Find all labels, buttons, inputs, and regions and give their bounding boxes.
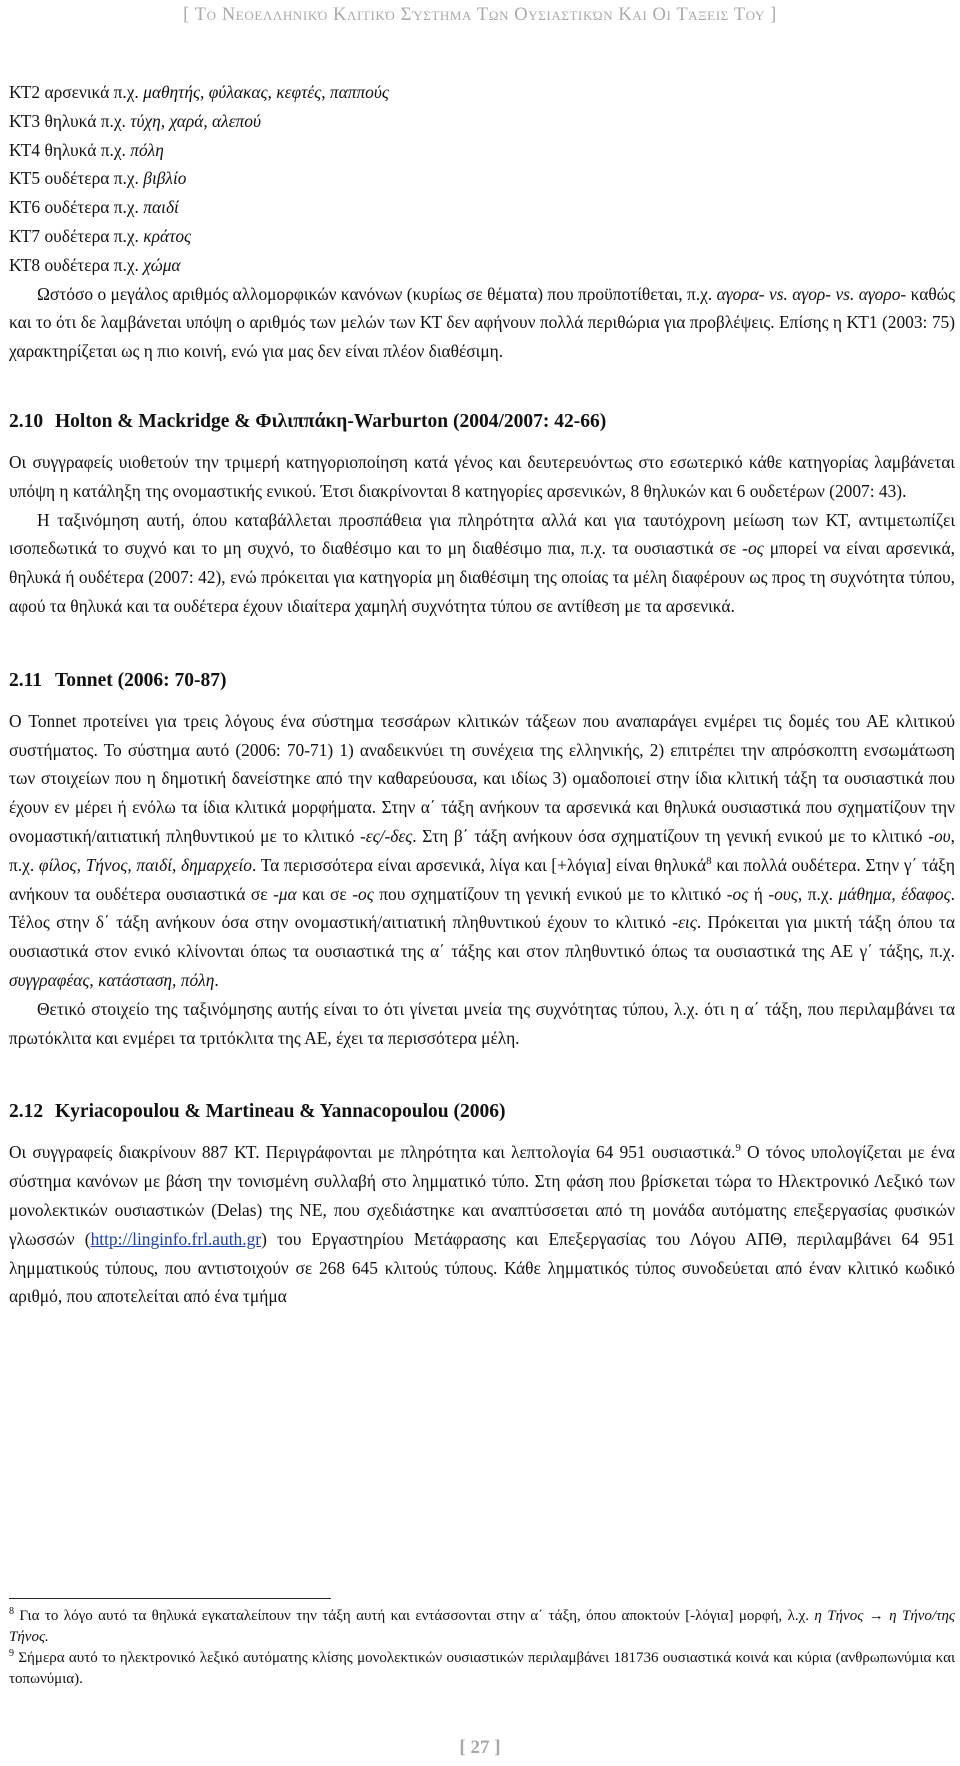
kt-examples: πόλη: [130, 139, 164, 160]
kt-code: ΚΤ5: [9, 168, 41, 189]
footnote-9: $^9$ Σήμερα αυτό το ηλεκτρονικό λεξικό αυτόματης κλίσης μονολεκτικών ουσιαστικών περιλαμβάνει 181736 ουσιαστικά κοινά και κύρια (ανθρωπωνύμια και τοπωνύμια).: [9, 1648, 955, 1687]
page-number: [ 27 ]: [459, 1737, 501, 1758]
paragraph: Θετικό στοιχείο της ταξινόμησης αυτής είναι το ότι γίνεται μνεία της συχνότητας τύπου, λ.χ. ότι η α΄ τάξη, που περιλαμβάνει τα πρωτόκλιτα και ενμέρει τα τριτόκλιτα της ΑΕ, έχει τα περισσότερα μέλη.: [9, 998, 955, 1048]
section-heading: 2.12 Kyriacopoulou & Martineau & Yannacopoulou (2006): [9, 1101, 506, 1123]
kt-gender: αρσενικά π.χ.: [44, 82, 139, 102]
kt-gender: ουδέτερα π.χ.: [44, 168, 139, 189]
kt-examples: παιδί: [143, 197, 179, 218]
paragraph: Οι συγγραφείς διακρίνουν 887 ΚΤ. Περιγράφονται με πληρότητα και λεπτολογία 64 951 ουσιαστικά.$^9$ Ο τόνος υπολογίζεται με ένα σύστημα κανόνων με βάση την τονισμένη συλλαβή στο λημματικό τύπο. Στη φάση που βρίσκεται τώρα το Ηλεκτρονικό Λεξικό των μονολεκτικών ουσιαστικών (Delas) της ΝΕ, που σχεδιάστηκε και αναπτύσσεται από τη μονάδα αυτόματης επεξεργασίας φυσικών γλωσσών (http://linginfo.frl.auth.gr) του Εργαστηρίου Μετάφρασης και Επεξεργασίας του Λόγου ΑΠΘ, περιλαμβάνει 64 951 λημματικούς τύπους, που αντιστοιχούν σε 268 645 κλιτούς τύπους. Κάθε λημματικός τύπος συνοδεύεται από έναν κλιτικό κωδικό αριθμό, που αποτελείται από ένα τμήμα: [9, 1142, 955, 1307]
kt-gender: ουδέτερα π.χ.: [44, 197, 139, 218]
kt-code: ΚΤ8: [9, 254, 41, 275]
footnote-8: $^8$ Για το λόγο αυτό τα θηλυκά εγκαταλείπουν την τάξη αυτή και εντάσσονται στην α΄ τάξη, όπου αποκτούν [-λόγια] μορφή, λ.χ. η Τήνος → η Τήνο/της Τήνος.: [9, 1606, 955, 1645]
section-2-11: [9, 667, 955, 1053]
list-item: [9, 78, 955, 107]
footnotes: [9, 1606, 955, 1690]
section-2-10: [9, 408, 955, 621]
section-2-12: [9, 1098, 955, 1311]
kt-code: ΚΤ7: [9, 225, 41, 246]
page-body: [9, 78, 955, 1311]
kt-gender: ουδέτερα π.χ.: [44, 254, 139, 275]
kt-code: ΚΤ3: [9, 110, 41, 131]
kt-examples: μαθητής, φύλακας, κεφτές, παππούς: [143, 82, 389, 102]
paragraph: Ο Tonnet προτείνει για τρεις λόγους ένα σύστημα τεσσάρων κλιτικών τάξεων που αναπαράγει ενμέρει τις δομές του ΑΕ κλιτικού συστήματος. Το σύστημα αυτό (2006: 70-71) 1) αναδεικνύει τη συνέχεια της ελληνικής, 2) επιτρέπει την απρόσκοπτη ενσωμάτωση των στοιχείων που η δημοτική δανείστηκε από την καθαρεύουσα, και ιδίως 3) ομαδοποιεί στην ίδια κλιτική τάξη τα ουσιαστικά που έχουν εν μέρει ή ενόλω τα ίδια κλιτικά μορφήματα. Στην α΄ τάξη ανήκουν τα αρσενικά και θηλυκά ουσιαστικά που σχηματίζουν την ονομαστική/αιτιατική πληθυντικού με το κλιτικό -ες/-δες. Στη β΄ τάξη ανήκουν όσα σχηματίζουν τη γενική ενικού με το κλιτικό -ου, π.χ. φίλος, Τήνος, παιδί, δημαρχείο. Τα περισσότερα είναι αρσενικά, λίγα και [+λόγια] είναι θηλυκά$^8$ και πολλά ουδέτερα. Στην γ΄ τάξη ανήκουν τα ουδέτερα ουσιαστικά σε -μα και σε -ος που σχηματίζουν τη γενική ενικού με το κλιτικό -ος ή -ους, π.χ. μάθημα, έδαφος. Τέλος στην δ΄ τάξη ανήκουν όσα στην ονομαστική/αιτιατική πληθυντικού έχουν το κλιτικό -εις. Πρόκειται για μικτή τάξη όπου τα ουσιαστικά στον ενικό κλίνονται όπως τα ουσιαστικά της α΄ τάξης και στον πληθυντικό όπως τα ουσιαστικά της ΑΕ γ΄ τάξης, π.χ. συγγραφέας, κατάσταση, πόλη.: [9, 710, 956, 990]
footnote-ref-9[interactable]: 9: [735, 1142, 741, 1155]
intro-paragraph: Ωστόσο ο μεγάλος αριθμός αλλομορφικών κανόνων (κυρίως σε θέματα) που προϋποτίθεται, π.χ. αγορα- vs. αγορ- vs. αγορο- καθώς και το ότι δε λαμβάνεται υπόψη ο αριθμός των μελών των ΚΤ δεν αφήνουν πολλά περιθώρια για προβλέψεις. Επίσης η ΚΤ1 (2003: 75) χαρακτηρίζεται ως η πιο κοινή, ενώ για μας δεν είναι πλέον διαθέσιμη.: [9, 283, 956, 362]
kt-code: ΚΤ4: [9, 139, 41, 160]
kt-examples: κράτος: [143, 225, 192, 246]
linginfo-link[interactable]: http://linginfo.frl.auth.gr: [90, 1228, 262, 1249]
footnote-divider: [9, 1598, 331, 1599]
paragraph: Οι συγγραφείς υιοθετούν την τριμερή κατηγοριοποίηση κατά γένος και δευτερευόντως στο εσωτερικό κάθε κατηγορίας λαμβάνεται υπόψη η κατάληξη της ονομαστικής ενικού. Έτσι διακρίνονται 8 κατηγορίες αρσενικών, 8 θηλυκών και 6 ουδετέρων (2007: 43).: [9, 451, 955, 501]
running-header: [ Το Νεοελληνικό Κλιτικό Σύστημα Των Ουσιαστικών Και Οι Τάξεις Του ]: [183, 5, 777, 25]
kt-code: ΚΤ2: [9, 82, 41, 102]
kt-examples: χώμα: [143, 254, 181, 275]
list-item: [9, 136, 955, 165]
section-heading: 2.10 Holton & Mackridge & Φιλιππάκη-Warburton (2004/2007: 42-66): [9, 410, 607, 432]
kt-code: ΚΤ6: [9, 197, 41, 218]
kt-gender: θηλυκά π.χ.: [44, 110, 126, 131]
kt-gender: θηλυκά π.χ.: [44, 139, 126, 160]
list-item: [9, 251, 955, 280]
kt-list: [9, 78, 955, 280]
kt-gender: ουδέτερα π.χ.: [44, 225, 139, 246]
list-item: [9, 222, 955, 251]
list-item: [9, 164, 955, 193]
list-item: [9, 107, 955, 136]
footnote-ref-8[interactable]: 8: [706, 854, 712, 867]
kt-examples: βιβλίο: [143, 168, 187, 189]
arrow-right-icon: →: [863, 1608, 890, 1624]
list-item: [9, 193, 955, 222]
kt-examples: τύχη, χαρά, αλεπού: [130, 110, 261, 131]
paragraph: Η ταξινόμηση αυτή, όπου καταβάλλεται προσπάθεια για πληρότητα αλλά και για ταυτόχρονη μείωση των ΚΤ, αντιμετωπίζει ισοπεδωτικά το συχνό και το μη συχνό, το διαθέσιμο και το μη διαθέσιμο πια, π.χ. τα ουσιαστικά σε -ος μπορεί να είναι αρσενικά, θηλυκά ή ουδέτερα (2007: 42), ενώ πρόκειται για κατηγορία μη διαθέσιμη της οποίας τα μέλη διαφέρουν ως προς τη συχνότητα τύπου, αφού τα θηλυκά και τα ουδέτερα έχουν ιδιαίτερα χαμηλή συχνότητα τύπου σε αντίθεση με τα αρσενικά.: [9, 509, 955, 616]
section-heading: 2.11 Tonnet (2006: 70-87): [9, 669, 227, 691]
